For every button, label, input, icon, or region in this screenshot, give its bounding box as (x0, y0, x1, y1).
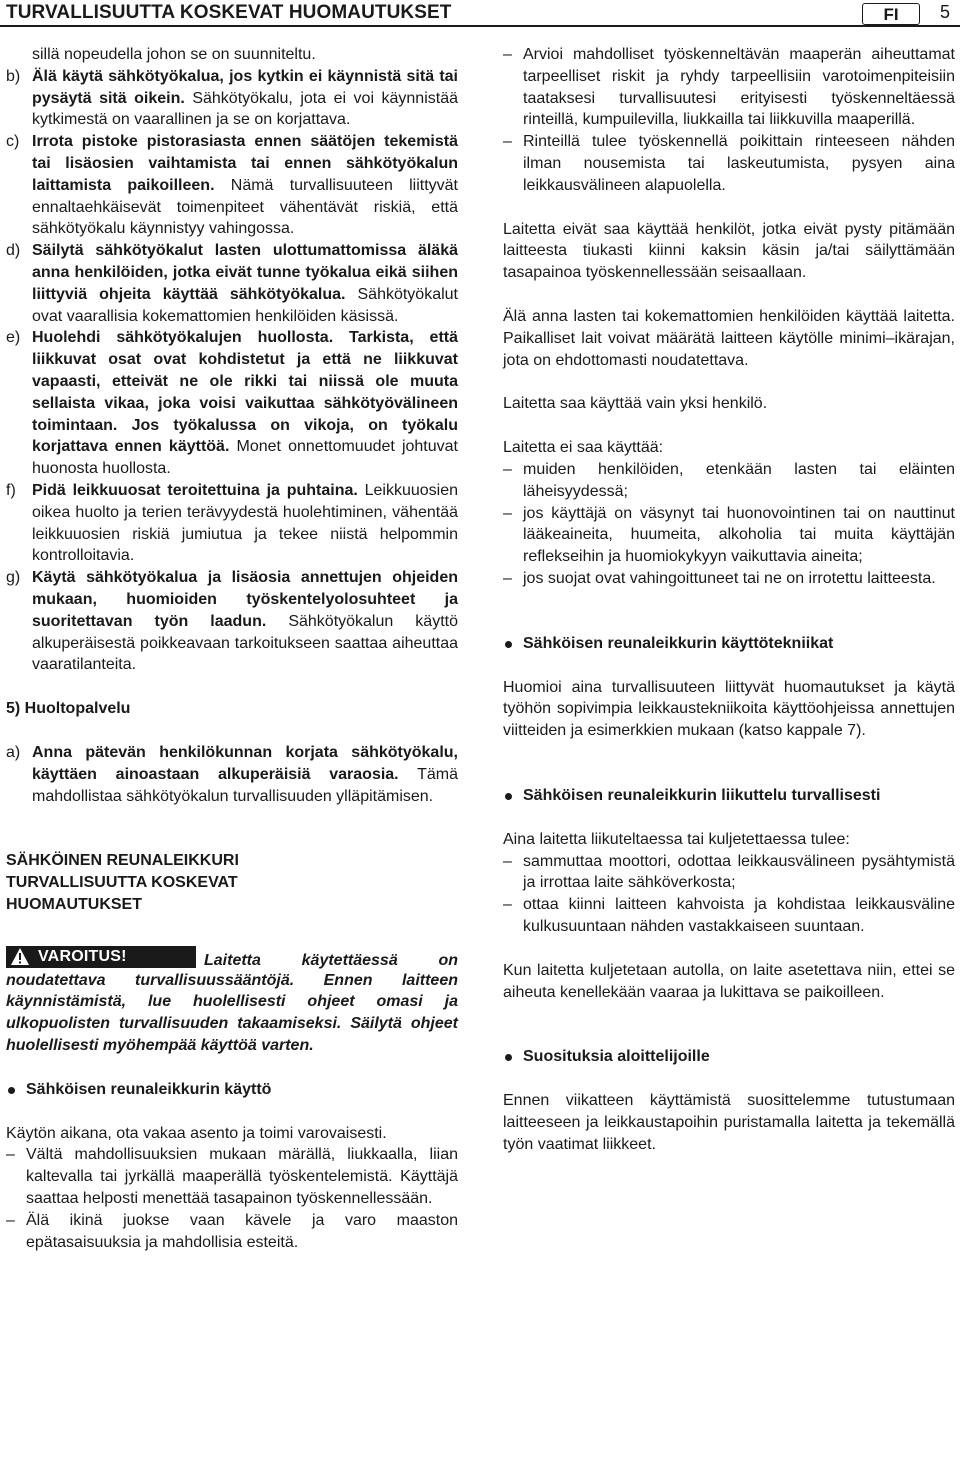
rule-bold: Huolehdi sähkötyökalujen huollosta. Tarkista, että liikkuvat osat ovat kohdistetut ja että ne liikkuvat vapaasti, etteivät ne ole rikki tai niissä ole muuta sellaista vikaa, joka voisi vaikuttaa sähkötyövälineen toimintaan. Jos työkalussa on vikoja, on työkalu korjattava ennen käyttöä. (32, 329, 458, 456)
rule-bold: Älä käytä sähkötyökalua, jos kytkin ei käynnistä sitä tai pysäytä sitä oikein. (32, 67, 458, 107)
rule-label: d) (6, 242, 21, 260)
paragraph-one-person: Laitetta saa käyttää vain yksi henkilö. (503, 395, 768, 413)
not-dash-item: – muiden henkilöiden, etenkään lasten tai eläinten läheisyydessä; (503, 460, 955, 500)
warning-inline-text: Laitetta käytettäessä on (204, 951, 458, 969)
right-column (503, 44, 955, 1155)
rule-text: Sähkötyökalun käyttö alkuperäisestä poikkeavaan tarkoitukseen saattaa aiheuttaa vaaratilanteita. (32, 612, 458, 674)
rule-g (6, 567, 458, 676)
rule-bold: Anna pätevän henkilökunnan korjata sähkötyökalu, käyttäen ainoastaan alkuperäisiä varaosia. (32, 743, 458, 783)
warning-text: noudatettava turvallisuussääntöjä. Ennen laitteen käynnistämistä, lue huolellisesti ohjeet omasi ja ulkopuolisten turvallisuuden takaamiseksi. Säilytä ohjeet huolellisesti myöhempää käyttöä varten. (6, 971, 458, 1055)
intro-line: sillä nopeudella johon se on suunniteltu. (32, 46, 316, 63)
rule-label: g) (6, 569, 21, 587)
not-dash-item: – jos suojat ovat vahingoittuneet tai ne on irrotettu laitteesta. (503, 569, 936, 587)
rule-label: b) (6, 67, 21, 85)
warning-badge (6, 946, 196, 968)
paragraph-not-intro: Laitetta ei saa käyttää: (503, 439, 664, 457)
risk-dash-item: – Arvioi mahdolliset työskenneltävän maaperän aiheuttamat tarpeelliset riskit ja ryhdy tarpeellisiin varotoimenpiteisiin taataksesi turvallisuutesi erityisesti työskenneltäessä rinteillä, kumpuilevilla, liukkailla tai liikkuvilla maaperillä. (503, 46, 955, 129)
bullet-icon (505, 793, 512, 800)
rule-bold: Käytä sähkötyökalua ja lisäosia annettujen ohjeiden mukaan, huomioiden työskentelyolosuhteet ja suoritettavan työn laadun. (32, 569, 458, 630)
warning-label: VAROITUS! (38, 947, 127, 965)
rule-service-a (6, 742, 458, 807)
rule-f (6, 480, 458, 567)
page-number: 5 (940, 2, 951, 22)
rule-bold: Säilytä sähkötyökalut lasten ulottumattomissa äläkä anna henkilöiden, jotka eivät tunne työkalua eikä siihen liittyviä ohjeita käyttää sähkötyökalua. (32, 242, 458, 303)
rule-b (6, 66, 458, 131)
technique-heading: Sähköisen reunaleikkurin käyttötekniikat (503, 633, 955, 655)
rule-label: e) (6, 329, 21, 347)
rule-c (6, 131, 458, 240)
rule-label: a) (6, 743, 21, 761)
header-title: TURVALLISUUTTA KOSKEVAT HUOMAUTUKSET (6, 2, 452, 23)
not-dash-item: – jos käyttäjä on väsynyt tai huonovointinen tai on nauttinut lääkeaineita, huumeita, alkoholia tai muita käyttäjän reflekseihin ja huomiokykyyn vaikuttavia aineita; (503, 504, 955, 566)
usage-intro: Käytön aikana, ota vakaa asento ja toimi varovaisesti. (6, 1124, 387, 1142)
car-transport-text: Kun laitetta kuljetetaan autolla, on laite asetettava niin, ettei se aiheuta kenellekään vaaraa ja lukittava se paikoilleen. (503, 961, 955, 1001)
bullet-icon (8, 1087, 15, 1094)
warning-triangle-icon (6, 946, 32, 968)
left-column (6, 44, 458, 1253)
rule-text: Sähkötyökalut ovat vaarallisia kokemattomien henkilöiden käsissä. (32, 285, 459, 325)
rule-text: Sähkötyökalu, jota ei voi käynnistää kytkimestä on vaarallinen ja se on korjattava. (32, 89, 458, 129)
warning-row (6, 946, 458, 970)
technique-text: Huomioi aina turvallisuuteen liittyvät huomautukset ja käytä työhön sopivimpia leikkaustekniikoita käyttöohjeissa annettujen viitteiden ja esimerkkien mukaan (katso kappale 7). (503, 678, 955, 740)
rule-bold: Irrota pistoke pistorasiasta ennen säätöjen tekemistä tai lisäosien vaihtamista tai ennen sähkötyökalun laittamista paikoilleen. (32, 133, 458, 194)
rule-text: Nämä turvallisuuteen liittyvät ennaltaehkäisevät toimenpiteet vähentävät riskiä, että sähkötyökalu käynnistyy vahingossa. (32, 176, 458, 238)
beginner-heading: Suosituksia aloittelijoille (503, 1046, 955, 1068)
section-title-line-1: SÄHKÖINEN REUNALEIKKURI (6, 852, 239, 870)
bullet-icon (505, 641, 512, 648)
moving-dash-item: – sammuttaa moottori, odottaa leikkausvälineen pysähtymistä ja irrottaa laite sähköverkosta; (503, 852, 955, 892)
rule-text: Tämä mahdollistaa sähkötyökalun turvallisuuden ylläpitämisen. (32, 765, 458, 805)
rule-label: c) (6, 133, 20, 151)
moving-intro: Aina laitetta liikuteltaessa tai kuljetettaessa tulee: (503, 830, 850, 848)
bullet-icon (505, 1054, 512, 1061)
paragraph-capability: Laitetta eivät saa käyttää henkilöt, jotka eivät pysty pitämään laitteesta tiukasti kiinni kaksin käsin ja/tai säilyttämään tasapainoa työskennellessään seisaallaan. (503, 220, 955, 282)
moving-dash-item: – ottaa kiinni laitteen kahvoista ja kohdistaa leikkausväline kulkusuuntaan nähden vastakkaiseen suuntaan. (503, 896, 955, 935)
section-title-line-2: TURVALLISUUTTA KOSKEVAT (6, 874, 238, 892)
usage-dash-item: – Älä ikinä juokse vaan kävele ja varo maaston epätasaisuuksia ja mahdollisia esteitä. (6, 1211, 458, 1251)
rule-d (6, 240, 458, 327)
section-title-line-3: HUOMAUTUKSET (6, 895, 142, 913)
header-rule (0, 25, 960, 27)
rule-text: Leikkuuosien oikea huolto ja terien terävyydestä huolehtiminen, vähentää leikkuuosien riskiä jumiutua ja tekee niistä helpommin kontrolloitavia. (32, 481, 459, 565)
risk-dash-item: – Rinteillä tulee työskennellä poikittain rinteeseen nähden ilman nousemista tai laskeutumista, pysyen aina leikkausvälineen alapuolella. (503, 133, 955, 194)
language-badge: FI (862, 3, 920, 25)
paragraph-children: Älä anna lasten tai kokemattomien henkilöiden käyttää laitetta. Paikalliset lait voivat määrätä laitteen käytölle minimi–ikärajan, jota on ehdottomasti noudatettava. (503, 307, 955, 369)
rule-label: f) (6, 481, 16, 499)
page-header (0, 0, 960, 26)
rule-text: Monet onnettomuudet johtuvat huonosta huollosta. (32, 438, 458, 478)
service-heading: 5) Huoltopalvelu (6, 700, 131, 718)
beginner-text: Ennen viikatteen käyttämistä suosittelemme tutustumaan laitteeseen ja leikkaustapoihin puristamalla laitetta ja tekemällä työn vaatimat liikkeet. (503, 1092, 955, 1153)
usage-heading: Sähköisen reunaleikkurin käyttö (6, 1079, 458, 1101)
rule-e (6, 327, 458, 480)
moving-heading: Sähköisen reunaleikkurin liikuttelu turvallisesti (503, 785, 955, 807)
rule-bold: Pidä leikkuuosat teroitettuina ja puhtaina. (32, 481, 358, 499)
usage-dash-item: – Vältä mahdollisuuksien mukaan märällä, liukkaalla, liian kaltevalla tai jyrkällä maaperällä työskentelemistä. Käyttäjä saattaa helposti menettää tasapainon työskennellessään. (6, 1146, 458, 1208)
